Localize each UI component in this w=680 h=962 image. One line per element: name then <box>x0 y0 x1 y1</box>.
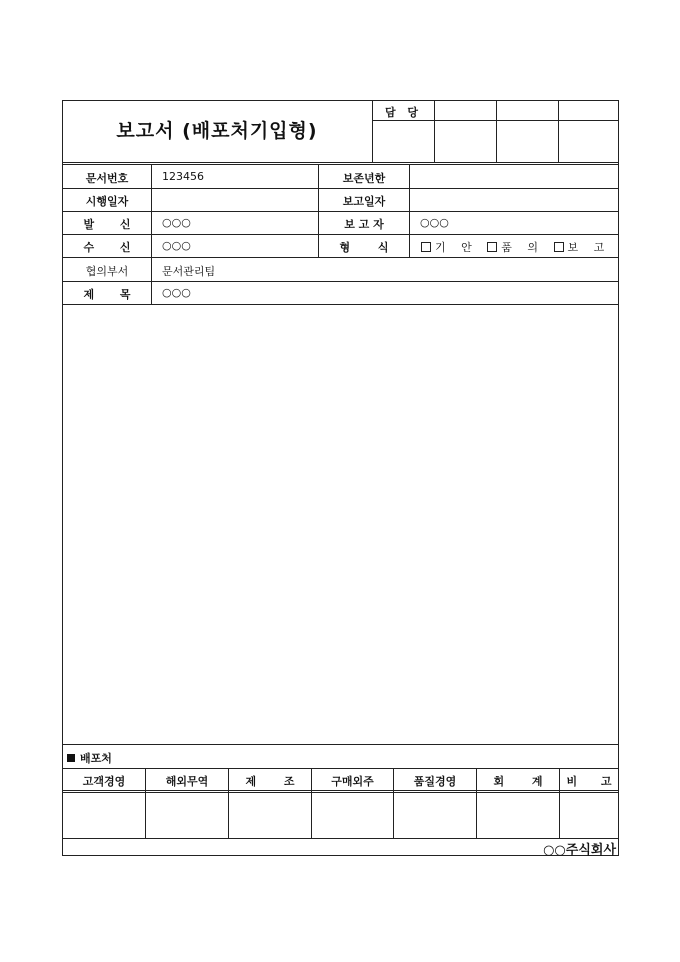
approval-sign-cell[interactable] <box>497 101 558 163</box>
doc-number-label: 문서번호 <box>85 172 129 185</box>
row-divider <box>62 234 619 235</box>
approval-sign-cell[interactable] <box>559 101 618 163</box>
square-bullet-icon <box>67 754 75 762</box>
dist-cell[interactable] <box>312 794 393 838</box>
format-options <box>421 239 616 255</box>
dist-col-quality: 품질경영 <box>413 775 457 788</box>
report-date-field[interactable] <box>420 193 610 207</box>
effective-date-field[interactable] <box>162 193 312 207</box>
row-divider <box>62 838 619 839</box>
dist-cell[interactable] <box>146 794 228 838</box>
format-option-proposal[interactable]: 품 의 <box>487 239 544 255</box>
row-divider <box>62 281 619 282</box>
checkbox-icon[interactable] <box>554 242 564 252</box>
header-separator <box>62 162 619 165</box>
document-title: 보고서 (배포처기입형) <box>116 120 318 142</box>
dist-col-overseas: 해외무역 <box>165 775 209 788</box>
report-date-label: 보고일자 <box>342 195 386 208</box>
company-name: ○○주식회사 <box>543 843 616 858</box>
receiver-label: 수 신 <box>83 241 131 254</box>
retention-label: 보존년한 <box>342 172 386 185</box>
approval-sign-cell[interactable] <box>435 101 496 163</box>
reporter-field[interactable]: ○○○ <box>420 216 449 229</box>
dist-col-purchasing: 구매외주 <box>331 775 374 788</box>
cooperation-label: 협의부서 <box>85 265 129 278</box>
subject-field[interactable]: ○○○ <box>162 286 191 299</box>
format-option-draft[interactable]: 기 안 <box>421 239 478 255</box>
retention-field[interactable] <box>420 170 610 184</box>
receiver-field[interactable]: ○○○ <box>162 239 191 252</box>
checkbox-icon[interactable] <box>421 242 431 252</box>
sender-label: 발 신 <box>83 218 131 231</box>
dist-col-manufacturing: 제 조 <box>245 775 295 788</box>
dist-col-remarks: 비 고 <box>566 775 612 788</box>
checkbox-icon[interactable] <box>487 242 497 252</box>
approval-sign-cell[interactable] <box>373 121 434 163</box>
sender-field[interactable]: ○○○ <box>162 216 191 229</box>
dist-cell[interactable] <box>560 794 618 838</box>
format-label: 형 식 <box>339 241 389 254</box>
dist-cell[interactable] <box>229 794 311 838</box>
doc-number-field[interactable]: 123456 <box>162 170 204 183</box>
col-divider <box>151 165 152 304</box>
distribution-title: 배포처 <box>67 750 112 766</box>
row-divider <box>62 257 619 258</box>
approval-label: 담 당 <box>384 106 423 119</box>
dist-cell[interactable] <box>477 794 559 838</box>
reporter-label: 보 고 자 <box>344 218 384 231</box>
col-divider <box>409 165 410 258</box>
dist-col-accounting: 회 계 <box>493 775 543 788</box>
row-divider <box>62 188 619 189</box>
dist-col-customer: 고객경영 <box>82 775 126 788</box>
dist-cell[interactable] <box>394 794 476 838</box>
format-option-report[interactable]: 보 고 <box>554 239 611 255</box>
row-divider <box>62 211 619 212</box>
effective-date-label: 시행일자 <box>85 195 129 208</box>
subject-label: 제 목 <box>83 288 131 301</box>
dist-cell[interactable] <box>63 794 145 838</box>
row-divider <box>62 744 619 745</box>
report-body[interactable] <box>63 305 618 744</box>
cooperation-field[interactable]: 문서관리팀 <box>162 265 216 278</box>
